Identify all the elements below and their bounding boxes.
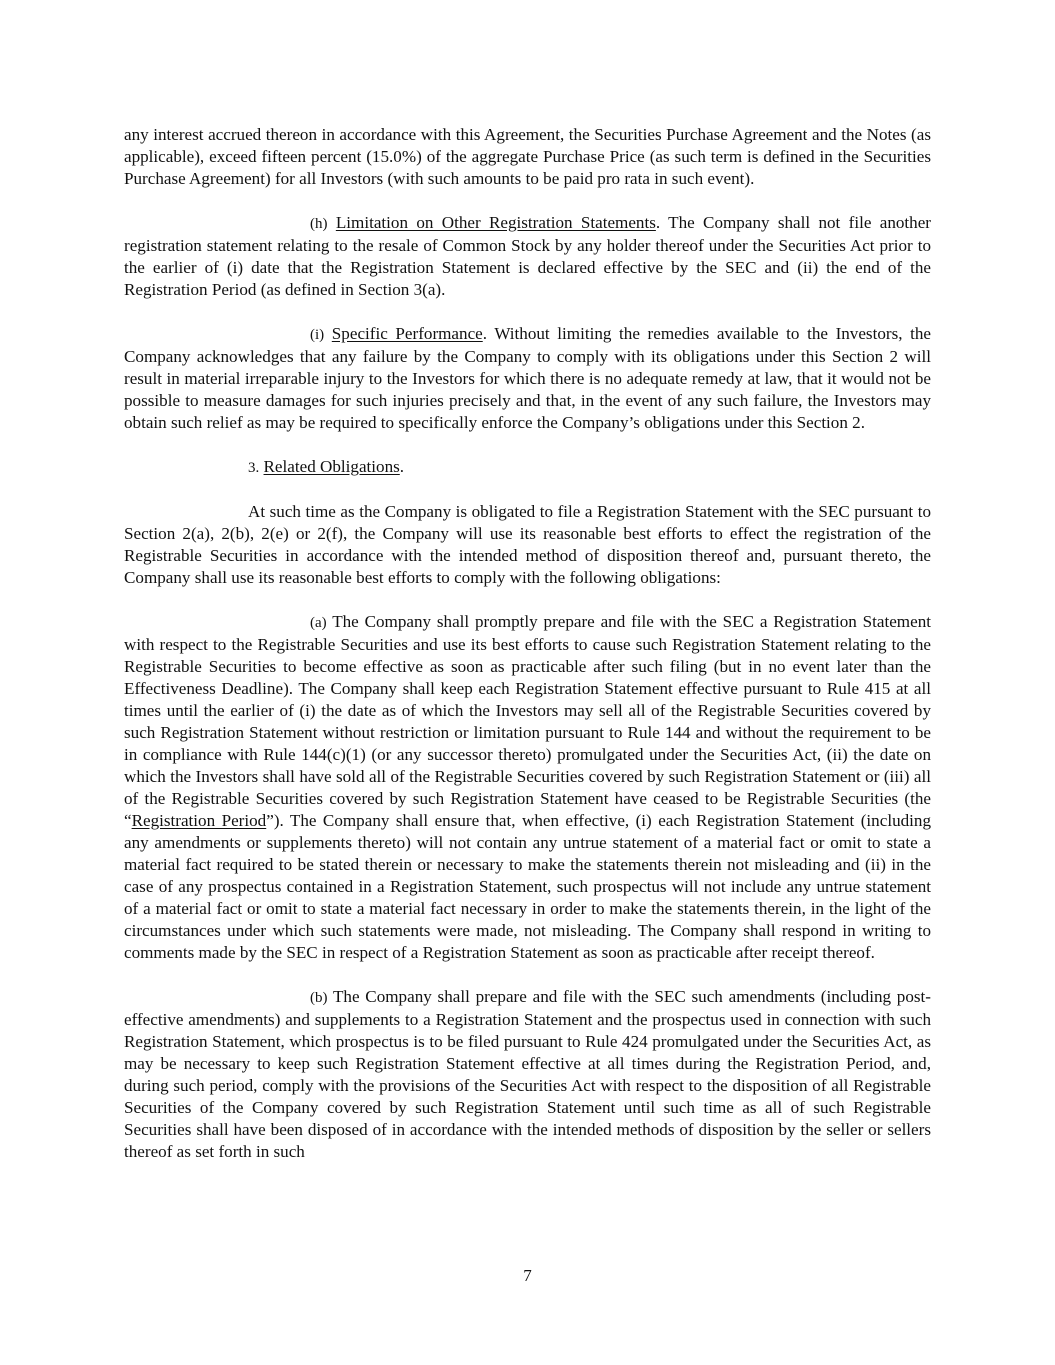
paragraph-section-3b [124,986,931,1163]
paragraph-section-2h [124,212,931,301]
section-number-3: 3. [248,460,260,476]
section-text-2i: . Without limiting the remedies available to the Investors, the Company acknowledges that any failure by the Company to comply with its obligations under this Section 2 will result in material irreparable injury to the Investors for which there is no adequate remedy at law, that it would not be possible to measure damages for such injuries precisely and that, in the event of any such failure, the Investors may obtain such relief as may be required to specifically enforce the Company’s obligations under this Section 2. [124,324,932,432]
section-number-3a: (a) [310,615,327,631]
paragraph-section-3-intro: At such time as the Company is obligated to file a Registration Statement with the SEC pursuant to Section 2(a), 2(b), 2(e) or 2(f), the Company will use its reasonable best efforts to effect the registration of the Registrable Securities in accordance with the intended method of disposition thereof and, pursuant thereto, the Company shall use its reasonable best efforts to comply with the following obligations: [124,502,931,587]
section-heading-3: Related Obligations [263,457,400,476]
section-heading-2i: Specific Performance [331,324,483,343]
section-text-3a-before: The Company shall promptly prepare and file with the SEC a Registration Statement with respect to the Registrable Securities and use its best efforts to cause such Registration Statement relating to the Registrable Securities to become effective as soon as practicable after such filing (but in no event later than the Effectiveness Deadline). The Company shall keep each Registration Statement effective pursuant to Rule 415 at all times until the earlier of (i) the date as of which the Investors may sell all of the Registrable Securities covered by such Registration Statement without restriction or limitation pursuant to Rule 144 and without the requirement to be in compliance with Rule 144(c)(1) (or any successor thereto) promulgated under the Securities Act, (ii) the date on which the Investors shall have sold all of the Registrable Securities covered by such Registration Statement or (iii) all of the Registrable Securities covered by such Registration Statement have ceased to be Registrable Securities (the “ [124,612,931,830]
section-3-heading-line [124,456,931,479]
section-text-3a-after: ”). The Company shall ensure that, when effective, (i) each Registration Statement (including any amendments or supplements thereto) will not contain any untrue statement of a material fact or omit to state a material fact required to be stated therein or necessary to make the statements therein not misleading and (ii) in the case of any prospectus contained in a Registration Statement, such prospectus will not include any untrue statement of a material fact or omit to state a material fact necessary in order to make the statements therein, in the light of the circumstances under which such statements were made, not misleading. The Company shall respond in writing to comments made by the SEC in respect of a Registration Statement as soon as practicable after receipt thereof. [124,811,932,962]
section-text-3b: The Company shall prepare and file with the SEC such amendments (including post-effective amendments) and supplements to a Registration Statement and the prospectus used in connection with such Registration Statement, which prospectus is to be filed pursuant to Rule 424 promulgated under the Securities Act, as may be necessary to keep such Registration Statement effective at all times during the Registration Period, and, during such period, comply with the provisions of the Securities Act with respect to the disposition of all Registrable Securities of the Company covered by such Registration Statement until such time as all of such Registrable Securities shall have been disposed of in accordance with the intended methods of disposition by the seller or sellers thereof as set forth in such [124,987,931,1161]
document-page [124,124,931,1163]
section-number-2i: (i) [310,327,325,343]
section-number-3b: (b) [310,990,328,1006]
section-number-2h: (h) [310,216,328,232]
section-heading-2h: Limitation on Other Registration Statements [335,213,656,232]
paragraph-continued: any interest accrued thereon in accordance with this Agreement, the Securities Purchase Agreement and the Notes (as applicable), exceed fifteen percent (15.0%) of the aggregate Purchase Price (as such term is defined in the Securities Purchase Agreement) for all Investors (with such amounts to be paid pro rata in such event). [124,125,931,188]
defined-term-registration-period: Registration Period [131,811,267,830]
page-number: 7 [523,1266,532,1285]
section-heading-3-period: . [399,457,405,476]
section-text-2h: . The Company shall not file another registration statement relating to the resale of Common Stock by any holder thereof under the Securities Act prior to the earlier of (i) date that the Registration Statement is declared effective by the SEC and (ii) the end of the Registration Period (as defined in Section 3(a). [124,213,931,299]
paragraph-section-3a [124,611,931,964]
paragraph-section-2i [124,323,931,434]
